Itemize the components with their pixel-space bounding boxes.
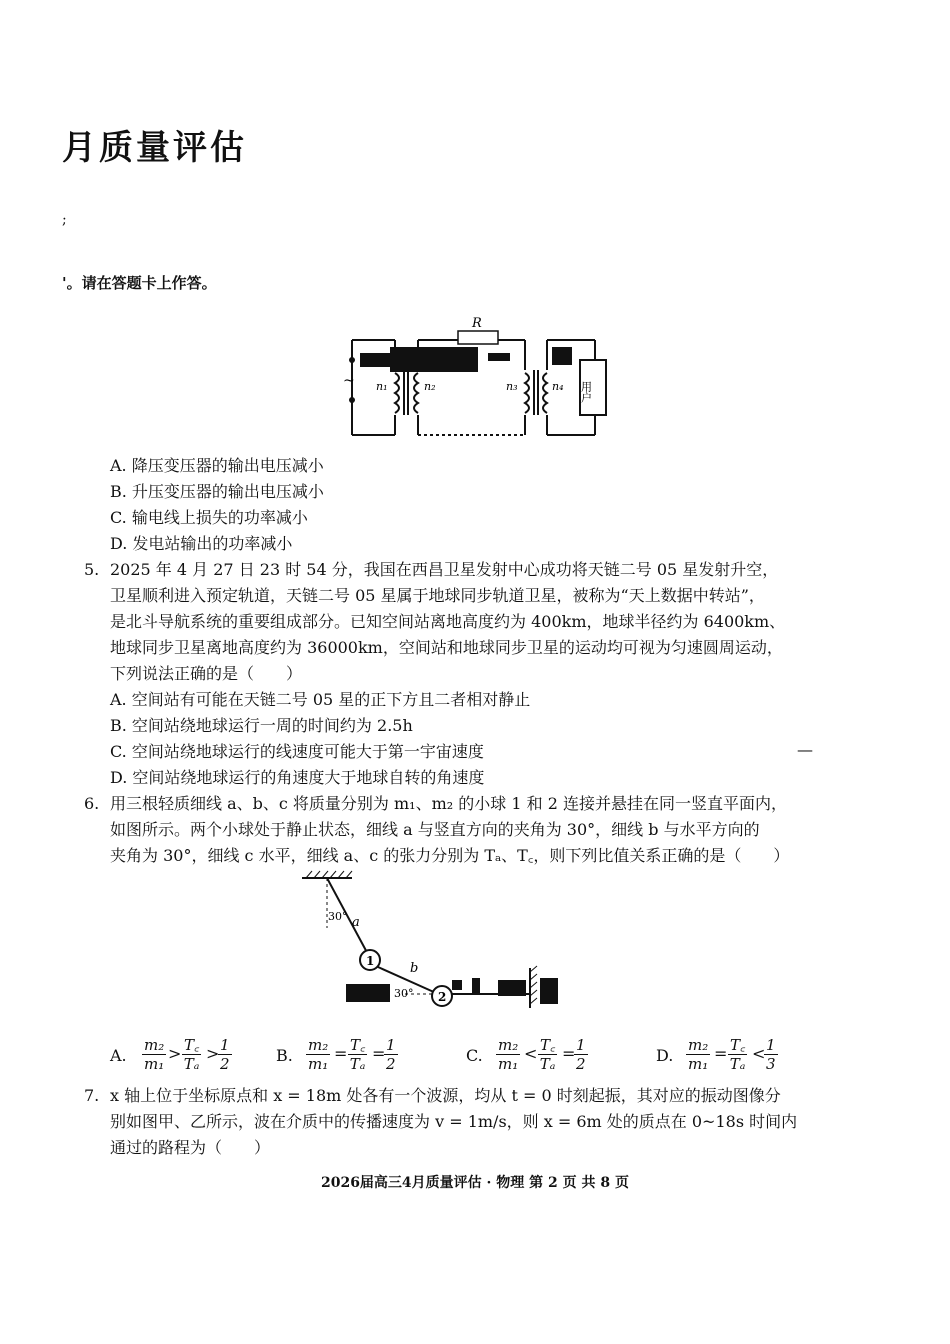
hanging-balls-figure — [290, 868, 570, 1013]
string-label-a: a — [352, 915, 360, 930]
fraction-mass: $\frac{\text{m₂}}{\text{m₁}}$ — [308, 1036, 329, 1073]
q5-stem-line: 卫星顺利进入预定轨道，天链二号 05 星属于地球同步轨道卫星，被称为“天上数据中转站”， — [110, 586, 765, 605]
coil-label-n2: n₂ — [424, 380, 436, 393]
q7-number: 7. — [84, 1086, 100, 1105]
resistor-label: R — [472, 316, 482, 331]
q4-option-d: D. 发电站输出的功率减小 — [110, 534, 293, 553]
relation-1: > — [168, 1044, 182, 1063]
fraction-constant: $\frac{1}{3}$ — [766, 1036, 776, 1073]
transformer-circuit-figure — [340, 315, 620, 445]
option-label: C. — [466, 1046, 483, 1065]
fraction-mass: $\frac{\text{m₂}}{\text{m₁}}$ — [498, 1036, 519, 1073]
coil-label-n1: n₁ — [376, 380, 388, 393]
coil-label-n4: n₄ — [552, 380, 564, 393]
q5-option-d: D. 空间站绕地球运行的角速度大于地球自转的角速度 — [110, 768, 485, 787]
user-box-label: 用户 — [579, 381, 593, 403]
page-footer: 2026届高三4月质量评估 · 物理 第 2 页 共 8 页 — [320, 1175, 630, 1191]
exam-notice: '。请在答题卡上作答。 — [62, 274, 217, 292]
q4-option-b: B. 升压变压器的输出电压减小 — [110, 482, 324, 501]
q6-stem-line: 夹角为 30°，细线 c 水平，细线 a、c 的张力分别为 Tₐ、T꜀，则下列比值关系正确的是（ ） — [110, 846, 790, 865]
fraction-tension: $\frac{T꜀}{\text{Tₐ}}$ — [349, 1036, 366, 1073]
q6-stem-line: 如图所示。两个小球处于静止状态，细线 a 与竖直方向的夹角为 30°，细线 b 与水平方向的 — [110, 820, 760, 839]
fraction-constant: $\frac{1}{2}$ — [576, 1036, 586, 1073]
q5-stem-line: 下列说法正确的是（ ） — [110, 664, 303, 683]
option-label: D. — [656, 1046, 674, 1065]
q5-option-c: C. 空间站绕地球运行的线速度可能大于第一宇宙速度 — [110, 742, 484, 761]
relation-1: = — [334, 1044, 348, 1063]
q5-stem-line: 是北斗导航系统的重要组成部分。已知空间站离地高度约为 400km，地球半径约为 6400km、 — [110, 612, 786, 631]
q6-number: 6. — [84, 794, 100, 813]
ball-1-label: 1 — [366, 954, 375, 968]
q4-option-a: A. 降压变压器的输出电压减小 — [110, 456, 324, 475]
option-label: A. — [110, 1046, 127, 1065]
resistor — [458, 331, 498, 344]
ac-source-symbol: ~ — [343, 373, 355, 389]
q5-stem-line: 2025 年 4 月 27 日 23 时 54 分，我国在西昌卫星发射中心成功将天链二号 05 星发射升空， — [110, 560, 779, 579]
string-label-b: b — [410, 961, 419, 976]
q7-stem-line: x 轴上位于坐标原点和 x = 18m 处各有一个波源，均从 t = 0 时刻起振，其对应的振动图像分 — [110, 1086, 781, 1105]
relation-2: = — [372, 1044, 386, 1063]
q4-option-c: C. 输电线上损失的功率减小 — [110, 508, 308, 527]
angle-label-top: 30° — [328, 910, 348, 923]
q7-stem-line: 通过的路程为（ ） — [110, 1138, 271, 1157]
ball-2-label: 2 — [438, 990, 447, 1004]
q5-stem-line: 地球同步卫星离地高度约为 36000km，空间站和地球同步卫星的运动均可视为匀速圆周运动， — [110, 638, 783, 657]
fraction-constant: $\frac{1}{2}$ — [386, 1036, 396, 1073]
relation-2: = — [562, 1044, 576, 1063]
fraction-constant: $\frac{1}{2}$ — [220, 1036, 230, 1073]
coil-label-n3: n₃ — [506, 380, 518, 393]
margin-dash: — — [797, 740, 813, 759]
q5-option-b: B. 空间站绕地球运行一周的时间约为 2.5h — [110, 716, 413, 735]
relation-2: > — [206, 1044, 220, 1063]
fraction-tension: $\frac{T꜀}{\text{Tₐ}}$ — [539, 1036, 556, 1073]
fraction-tension: $\frac{T꜀}{\text{Tₐ}}$ — [183, 1036, 200, 1073]
string-label-c: c — [484, 981, 492, 996]
angle-label-bottom: 30° — [394, 987, 414, 1000]
fraction-mass: $\frac{\text{m₂}}{\text{m₁}}$ — [688, 1036, 709, 1073]
page-title: 月质量评估 — [62, 128, 247, 168]
q7-stem-line: 别如图甲、乙所示，波在介质中的传播速度为 v = 1m/s，则 x = 6m 处的质点在 0~18s 时间内 — [110, 1112, 798, 1131]
q5-option-a: A. 空间站有可能在天链二号 05 星的正下方且二者相对静止 — [110, 690, 531, 709]
q6-stem-line: 用三根轻质细线 a、b、c 将质量分别为 m₁、m₂ 的小球 1 和 2 连接并悬挂在同一竖直平面内， — [110, 794, 787, 813]
q5-number: 5. — [84, 560, 100, 579]
fraction-tension: $\frac{T꜀}{\text{Tₐ}}$ — [729, 1036, 746, 1073]
relation-1: < — [524, 1044, 538, 1063]
option-label: B. — [276, 1046, 293, 1065]
margin-mark: ; — [62, 212, 67, 228]
relation-2: < — [752, 1044, 766, 1063]
fraction-mass: $\frac{\text{m₂}}{\text{m₁}}$ — [144, 1036, 165, 1073]
relation-1: = — [714, 1044, 728, 1063]
